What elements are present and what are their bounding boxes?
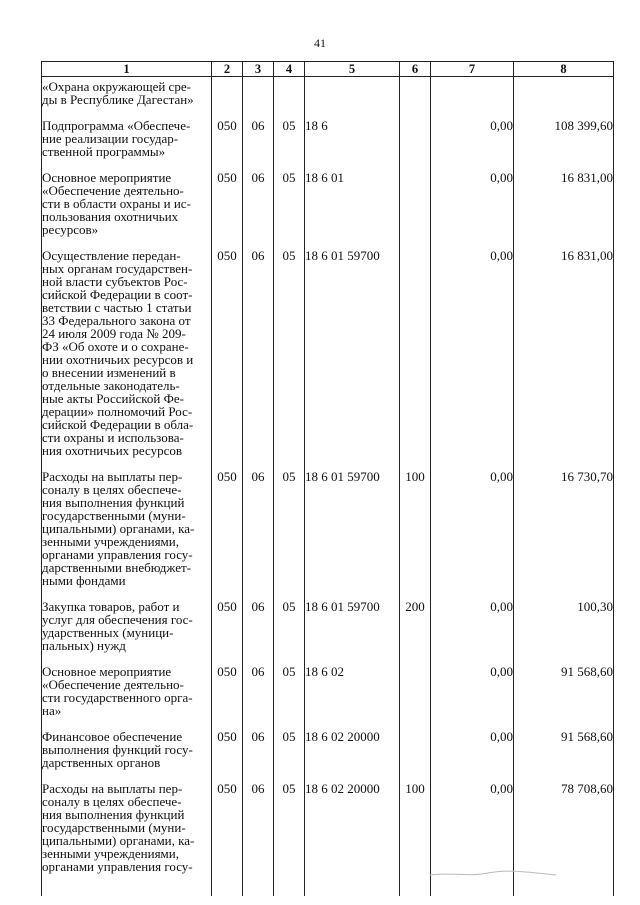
cell-pr [274, 77, 305, 107]
cell-amount-2019: 0,00 [431, 158, 514, 236]
cell-csr: 18 6 02 [305, 652, 400, 717]
budget-table [41, 61, 614, 896]
cell-csr: 18 6 01 [305, 158, 400, 236]
cell-amount-2019: 0,00 [431, 652, 514, 717]
column-header: 1 [42, 62, 212, 77]
table-row [42, 77, 614, 107]
cell-amount-2019: 0,00 [431, 457, 514, 587]
cell-ved: 050 [212, 106, 243, 158]
continuation-cell [274, 873, 305, 896]
cell-csr: 18 6 [305, 106, 400, 158]
cell-amount-2019: 0,00 [431, 236, 514, 457]
cell-rz: 06 [243, 587, 274, 652]
row-description: Основное мероприятие «Обеспечение деятельно- сти государственного орга- на» [42, 652, 212, 717]
cell-rz: 06 [243, 236, 274, 457]
cell-amount-2019: 0,00 [431, 106, 514, 158]
cell-amount-2019: 0,00 [431, 769, 514, 873]
cell-vr [400, 652, 431, 717]
cell-ved: 050 [212, 652, 243, 717]
cell-pr: 05 [274, 717, 305, 769]
column-header: 3 [243, 62, 274, 77]
cell-ved [212, 77, 243, 107]
cell-vr: 100 [400, 769, 431, 873]
table-row [42, 158, 614, 236]
cell-csr: 18 6 01 59700 [305, 457, 400, 587]
cell-csr: 18 6 01 59700 [305, 236, 400, 457]
cell-rz: 06 [243, 457, 274, 587]
cell-csr: 18 6 01 59700 [305, 587, 400, 652]
continuation-cell [305, 873, 400, 896]
cell-amount-2020: 16 831,00 [514, 236, 614, 457]
cell-ved: 050 [212, 769, 243, 873]
cell-rz: 06 [243, 652, 274, 717]
cell-ved: 050 [212, 457, 243, 587]
cell-csr [305, 77, 400, 107]
table-row [42, 769, 614, 873]
cell-vr [400, 236, 431, 457]
row-description: Осуществление передан- ных органам государствен- ной власти субъектов Рос- сийской Федерации в соот- ветствии с частью 1 статьи 33 Федерального закона от 24 июля 2009 года № 209- ФЗ «Об охоте и о сохране- нии охотничьих ресурсов и о внесении изменений в отдельные законодатель- ные акты Российской Фе- дерации» полномочий Рос- сийской Федерации в обла- сти охраны и использова- ния охотничьих ресурсов [42, 236, 212, 457]
cell-pr: 05 [274, 587, 305, 652]
cell-vr [400, 77, 431, 107]
table-row [42, 236, 614, 457]
cell-pr: 05 [274, 106, 305, 158]
cell-vr [400, 717, 431, 769]
continuation-cell [42, 873, 212, 896]
cell-amount-2020 [514, 77, 614, 107]
row-description: Расходы на выплаты пер- соналу в целях обеспече- ния выполнения функций государственными (муни- ципальными) органами, ка- зенными учреждениями, органами управления госу- [42, 769, 212, 873]
cell-ved: 050 [212, 717, 243, 769]
cell-rz: 06 [243, 158, 274, 236]
cell-pr: 05 [274, 769, 305, 873]
scan-mark [428, 866, 558, 880]
row-description: Финансовое обеспечение выполнения функций госу- дарственных органов [42, 717, 212, 769]
cell-csr: 18 6 02 20000 [305, 717, 400, 769]
cell-amount-2020: 16 730,70 [514, 457, 614, 587]
table-row [42, 717, 614, 769]
cell-pr: 05 [274, 652, 305, 717]
table-row [42, 652, 614, 717]
table-row [42, 106, 614, 158]
table-body [42, 77, 614, 897]
cell-vr [400, 158, 431, 236]
cell-amount-2020: 78 708,60 [514, 769, 614, 873]
header-row [42, 62, 614, 77]
row-description: Закупка товаров, работ и услуг для обеспечения гос- ударственных (муници- пальных) нужд [42, 587, 212, 652]
cell-csr: 18 6 02 20000 [305, 769, 400, 873]
page-number: 41 [314, 36, 326, 50]
continuation-cell [400, 873, 431, 896]
cell-rz: 06 [243, 717, 274, 769]
cell-vr [400, 106, 431, 158]
cell-amount-2020: 100,30 [514, 587, 614, 652]
cell-rz [243, 77, 274, 107]
column-header: 5 [305, 62, 400, 77]
cell-ved: 050 [212, 236, 243, 457]
cell-amount-2019 [431, 77, 514, 107]
column-header: 4 [274, 62, 305, 77]
column-header: 6 [400, 62, 431, 77]
row-description: Основное мероприятие «Обеспечение деятельно- сти в области охраны и ис- пользования охотничьих ресурсов» [42, 158, 212, 236]
cell-amount-2020: 108 399,60 [514, 106, 614, 158]
continuation-cell [243, 873, 274, 896]
cell-rz: 06 [243, 769, 274, 873]
continuation-cell [212, 873, 243, 896]
cell-ved: 050 [212, 587, 243, 652]
cell-pr: 05 [274, 158, 305, 236]
cell-pr: 05 [274, 457, 305, 587]
row-description: Подпрограмма «Обеспече- ние реализации государ- ственной программы» [42, 106, 212, 158]
cell-ved: 050 [212, 158, 243, 236]
cell-amount-2020: 91 568,60 [514, 717, 614, 769]
column-header: 2 [212, 62, 243, 77]
cell-amount-2019: 0,00 [431, 717, 514, 769]
column-header: 7 [431, 62, 514, 77]
row-description: Расходы на выплаты пер- соналу в целях обеспече- ния выполнения функций государственными (муни- ципальными) органами, ка- зенными учреждениями, органами управления госу- дарственными внебюджет- ными фондами [42, 457, 212, 587]
table-row [42, 587, 614, 652]
row-description: «Охрана окружающей сре- ды в Республике Дагестан» [42, 77, 212, 107]
cell-rz: 06 [243, 106, 274, 158]
cell-amount-2020: 91 568,60 [514, 652, 614, 717]
cell-amount-2020: 16 831,00 [514, 158, 614, 236]
table-row [42, 457, 614, 587]
cell-vr: 200 [400, 587, 431, 652]
cell-vr: 100 [400, 457, 431, 587]
column-header: 8 [514, 62, 614, 77]
cell-pr: 05 [274, 236, 305, 457]
cell-amount-2019: 0,00 [431, 587, 514, 652]
